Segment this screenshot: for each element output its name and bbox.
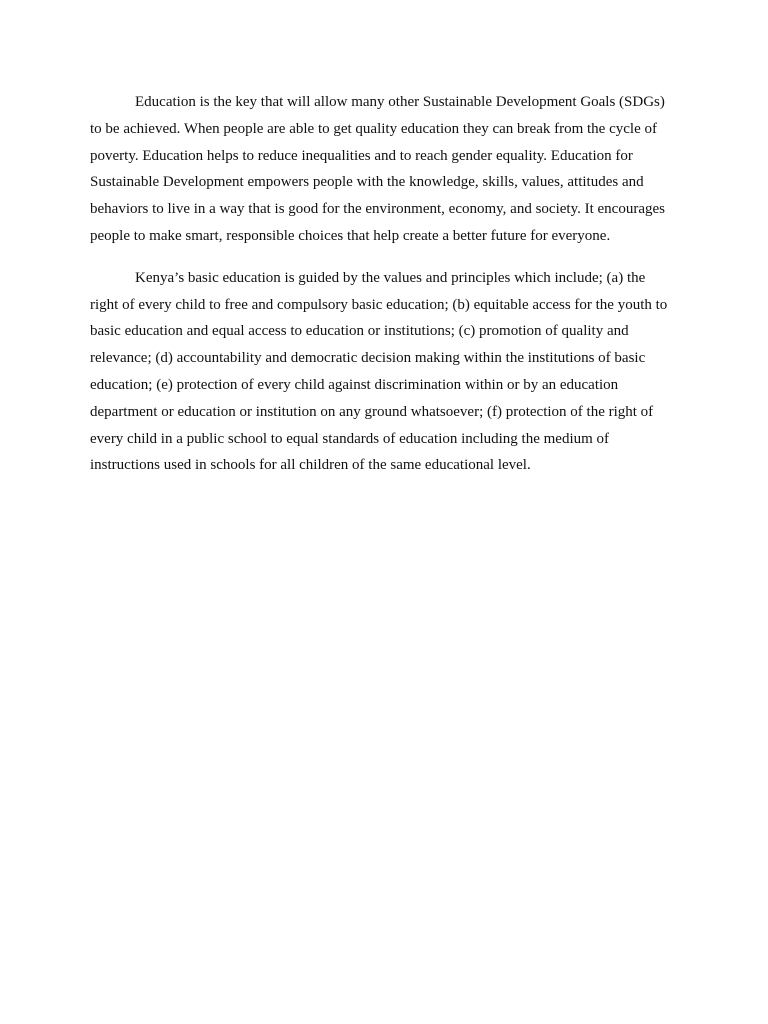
paragraph-1-line-4: Sustainable Development empowers people with the knowledge, skills, values, attitudes and <box>90 174 644 191</box>
paragraph-2-line-7: every child in a public school to equal standards of education including the medium of <box>90 430 610 447</box>
paragraph-1-line-5: behaviors to live in a way that is good for the environment, economy, and society. It encourages <box>90 201 665 218</box>
paragraph-2-line-1: Kenya’s basic education is guided by the values and principles which include; (a) the <box>135 269 646 286</box>
paragraph-1-line-2: to be achieved. When people are able to get quality education they can break from the cycle of <box>90 120 657 137</box>
paragraph-1-line-3: poverty. Education helps to reduce inequalities and to reach gender equality. Education for <box>90 147 633 164</box>
paragraph-2-line-6: department or education or institution on any ground whatsoever; (f) protection of the right of <box>90 403 654 420</box>
paragraph-1-line-6: people to make smart, responsible choices that help create a better future for everyone. <box>90 227 611 244</box>
paragraph-1-line-1: Education is the key that will allow many other Sustainable Development Goals (SDGs) <box>135 94 665 110</box>
document-body <box>90 89 672 494</box>
paragraph-2-line-8: instructions used in schools for all children of the same educational level. <box>90 457 531 474</box>
paragraph-2-line-3: basic education and equal access to education or institutions; (c) promotion of quality and <box>90 323 629 340</box>
paragraph-1 <box>90 89 672 250</box>
paragraph-2-line-2: right of every child to free and compulsory basic education; (b) equitable access for the youth to <box>90 296 668 313</box>
paragraph-2 <box>90 265 672 479</box>
paragraph-2-line-5: education; (e) protection of every child against discrimination within or by an education <box>90 376 619 393</box>
paragraph-2-line-4: relevance; (d) accountability and democratic decision making within the institutions of basic <box>90 350 646 367</box>
